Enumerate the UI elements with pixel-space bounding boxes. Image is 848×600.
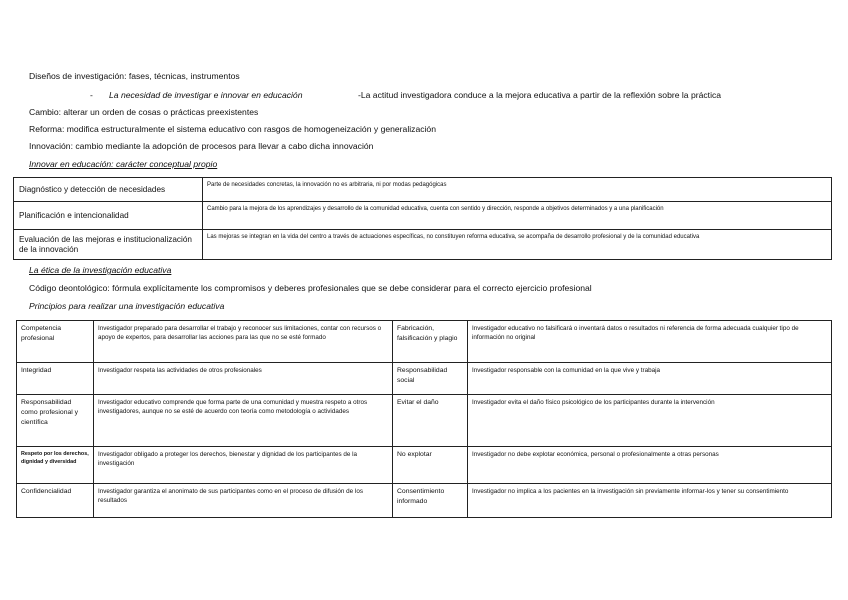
title-line: Diseños de investigación: fases, técnicas, instrumentos — [29, 71, 240, 81]
row-text: Las mejoras se integran en la vida del centro a través de actuaciones específicas, no constituyen reforma educativa, se acompaña de desarrollo profesional y de la comunidad educativa — [203, 230, 832, 260]
bullet-dash: - — [90, 90, 93, 100]
table-row — [14, 230, 832, 260]
table-row — [17, 395, 832, 447]
innovar-heading: Innovar en educación: carácter conceptual propio — [29, 159, 218, 169]
row-text: Cambio para la mejora de los aprendizajes y desarrollo de la comunidad educativa, cuenta con sentido y dirección, responde a objetivos determinados y a una planificación — [203, 202, 832, 230]
principle-desc: Investigador no debe explotar económica, personal o profesionalmente a otras personas — [468, 447, 832, 484]
row-text: Parte de necesidades concretas, la innovación no es arbitraria, ni por modas pedagógicas — [203, 178, 832, 202]
principle-name: Confidencialidad — [17, 484, 94, 518]
principle-desc: Investigador preparado para desarrollar el trabajo y reconocer sus limitaciones, contar con recursos o apoyo de expertos, para desarrollar las acciones para las que no se esté formado — [94, 321, 393, 363]
principle-name: Responsabilidad social — [393, 363, 468, 395]
principle-desc: Investigador no implica a los pacientes en la investigación sin previamente informar-los y tener su consentimiento — [468, 484, 832, 518]
principle-desc: Investigador garantiza el anonimato de sus participantes como en el proceso de difusión de los resultados — [94, 484, 393, 518]
table-row — [17, 363, 832, 395]
innovacion-text: Innovación: cambio mediante la adopción de procesos para llevar a cabo dicha innovación — [29, 141, 374, 151]
table-row — [14, 178, 832, 202]
necesidad-text: La necesidad de investigar e innovar en educación — [109, 90, 303, 100]
codigo-text: Código deontológico: fórmula explícitamente los compromisos y deberes profesionales que se debe considerar para el correcto ejercicio profesional — [29, 283, 592, 293]
principles-table — [16, 320, 832, 518]
row-label: Evaluación de las mejoras e institucionalización de la innovación — [14, 230, 203, 260]
principle-name: No explotar — [393, 447, 468, 484]
principle-desc: Investigador respeta las actividades de otros profesionales — [94, 363, 393, 395]
principle-name: Integridad — [17, 363, 94, 395]
principle-name: Consentimiento informado — [393, 484, 468, 518]
table-row — [17, 447, 832, 484]
principle-name: Competencia profesional — [17, 321, 94, 363]
row-label: Planificación e intencionalidad — [14, 202, 203, 230]
principle-name: Respeto por los derechos, dignidad y diversidad — [17, 447, 94, 484]
principle-desc: Investigador educativo comprende que forma parte de una comunidad y muestra respeto a otros investigadores, aunque no se esté de acuerdo con teoría como metodología o actividades — [94, 395, 393, 447]
principle-name: Fabricación, falsificación y plagio — [393, 321, 468, 363]
actitud-text: -La actitud investigadora conduce a la mejora educativa a partir de la reflexión sobre la práctica — [358, 90, 722, 100]
table-row — [14, 202, 832, 230]
cambio-text: Cambio: alterar un orden de cosas o prácticas preexistentes — [29, 107, 259, 117]
principle-desc: Investigador obligado a proteger los derechos, bienestar y dignidad de los participantes de la investigación — [94, 447, 393, 484]
principios-heading: Principios para realizar una investigación educativa — [29, 301, 225, 311]
table-row — [17, 321, 832, 363]
etica-heading: La ética de la investigación educativa — [29, 265, 172, 275]
principle-desc: Investigador evita el daño físico psicológico de los participantes durante la intervención — [468, 395, 832, 447]
principle-name: Responsabilidad como profesional y científica — [17, 395, 94, 447]
row-label: Diagnóstico y detección de necesidades — [14, 178, 203, 202]
principle-name: Evitar el daño — [393, 395, 468, 447]
principle-desc: Investigador responsable con la comunidad en la que vive y trabaja — [468, 363, 832, 395]
reforma-text: Reforma: modifica estructuralmente el sistema educativo con rasgos de homogeneización y generalización — [29, 124, 436, 134]
innovation-table — [13, 177, 832, 260]
table-row — [17, 484, 832, 518]
principle-desc: Investigador educativo no falsificará o inventará datos o resultados ni referencia de forma adecuada cualquier tipo de información no original — [468, 321, 832, 363]
